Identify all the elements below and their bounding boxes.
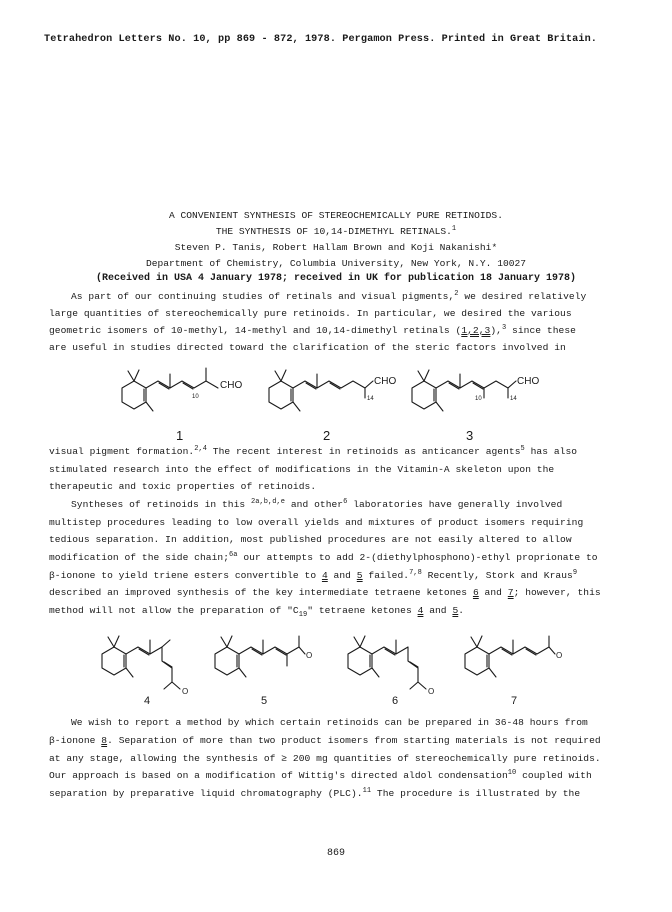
- compound-label: 2: [323, 428, 331, 443]
- svg-text:O: O: [182, 687, 189, 696]
- received-dates: (Received in USA 4 January 1978; received in UK for publication 18 January 1978): [95, 273, 577, 284]
- structure-3: [398, 362, 558, 442]
- paper-title: A CONVENIENT SYNTHESIS OF STEREOCHEMICALLY PURE RETINOIDS.: [169, 210, 503, 221]
- body-line: separation by preparative liquid chromatography (PLC).$^{11}$ The procedure is illustrated by the: [49, 786, 581, 799]
- compound-label: 6: [392, 695, 399, 707]
- body-line: are useful in studies directed toward the clarification of the steric factors involved in: [49, 342, 566, 353]
- svg-text:O: O: [306, 651, 313, 660]
- structure-7: [455, 628, 585, 708]
- body-line: visual pigment formation.$^{2,4}$ The recent interest in retinoids as anticancer agents$^5$ has also: [49, 444, 578, 457]
- body-line: modification of the side chain;$^{6a}$ our attempts to add 2-(diethylphosphono)-ethyl proprionate to: [49, 550, 598, 563]
- svg-text:CHO: CHO: [374, 376, 397, 387]
- svg-text:CHO: CHO: [220, 380, 243, 391]
- body-line: Our approach is based on a modification of Wittig's directed aldol condensation$^{10}$ coupled with: [49, 768, 592, 781]
- page-number: 869: [326, 848, 345, 859]
- svg-text:CHO: CHO: [517, 376, 540, 387]
- structure-6: [338, 628, 458, 708]
- body-line: We wish to report a method by which certain retinoids can be prepared in 36-48 hours from: [71, 717, 588, 728]
- body-line: β-ionone 8. Separation of more than two product isomers from starting materials is not required: [49, 735, 601, 746]
- body-line: therapeutic and toxic properties of retinoids.: [49, 481, 317, 492]
- svg-text:14: 14: [367, 396, 374, 402]
- journal-header: Tetrahedron Letters No. 10, pp 869 - 872, 1978. Pergamon Press. Printed in Great Britain.: [44, 34, 598, 45]
- structure-1: [108, 362, 258, 442]
- body-line: tedious separation. In addition, most published procedures are not easily altered to allow: [49, 534, 572, 545]
- body-line: geometric isomers of 10-methyl, 14-methyl and 10,14-dimethyl retinals (1,2,3),$^3$ since these: [49, 323, 576, 336]
- body-line: stimulated research into the effect of modifications in the Vitamin-A skeleton upon the: [49, 464, 555, 475]
- structure-2: [255, 362, 405, 442]
- svg-text:O: O: [428, 687, 435, 696]
- svg-text:10: 10: [192, 394, 199, 400]
- body-line: method will not allow the preparation of "$C_{19}$" tetraene ketones 4 and 5.: [49, 605, 465, 619]
- body-line: Syntheses of retinoids in this $^{2a,b,d,e}$ and other$^6$ laboratories have generally involved: [71, 497, 563, 510]
- compound-label: 3: [466, 428, 474, 443]
- compound-label: 1: [176, 428, 184, 443]
- paper-subtitle: THE SYNTHESIS OF 10,14-DIMETHYL RETINALS.$^1$: [215, 224, 457, 237]
- svg-text:10: 10: [475, 396, 482, 402]
- body-line: multistep procedures leading to low overall yields and mixtures of product isomers requiring: [49, 517, 584, 528]
- compound-label: 4: [144, 695, 151, 707]
- body-line: As part of our continuing studies of retinals and visual pigments,$^2$ we desired relatively: [71, 289, 587, 302]
- compound-label: 5: [261, 695, 268, 707]
- body-line: large quantities of stereochemically pure retinoids. In particular, we desired the various: [49, 308, 572, 319]
- authors: Steven P. Tanis, Robert Hallam Brown and Koji Nakanishi*: [174, 242, 498, 253]
- svg-text:14: 14: [510, 396, 517, 402]
- body-line: described an improved synthesis of the key intermediate tetraene ketones 6 and 7; however, this: [49, 587, 601, 598]
- structure-4: [92, 628, 202, 708]
- body-line: β-ionone to yield triene esters convertible to 4 and 5 failed.$^{7,8}$ Recently, Stork and Kraus$^9$: [49, 568, 578, 581]
- compound-label: 7: [511, 695, 518, 707]
- structure-5: [205, 628, 335, 708]
- body-line: at any stage, allowing the synthesis of ≥ 200 mg quantities of stereochemically pure retinoids.: [49, 753, 601, 764]
- svg-text:O: O: [556, 651, 563, 660]
- affiliation: Department of Chemistry, Columbia University, New York, N.Y. 10027: [146, 258, 526, 269]
